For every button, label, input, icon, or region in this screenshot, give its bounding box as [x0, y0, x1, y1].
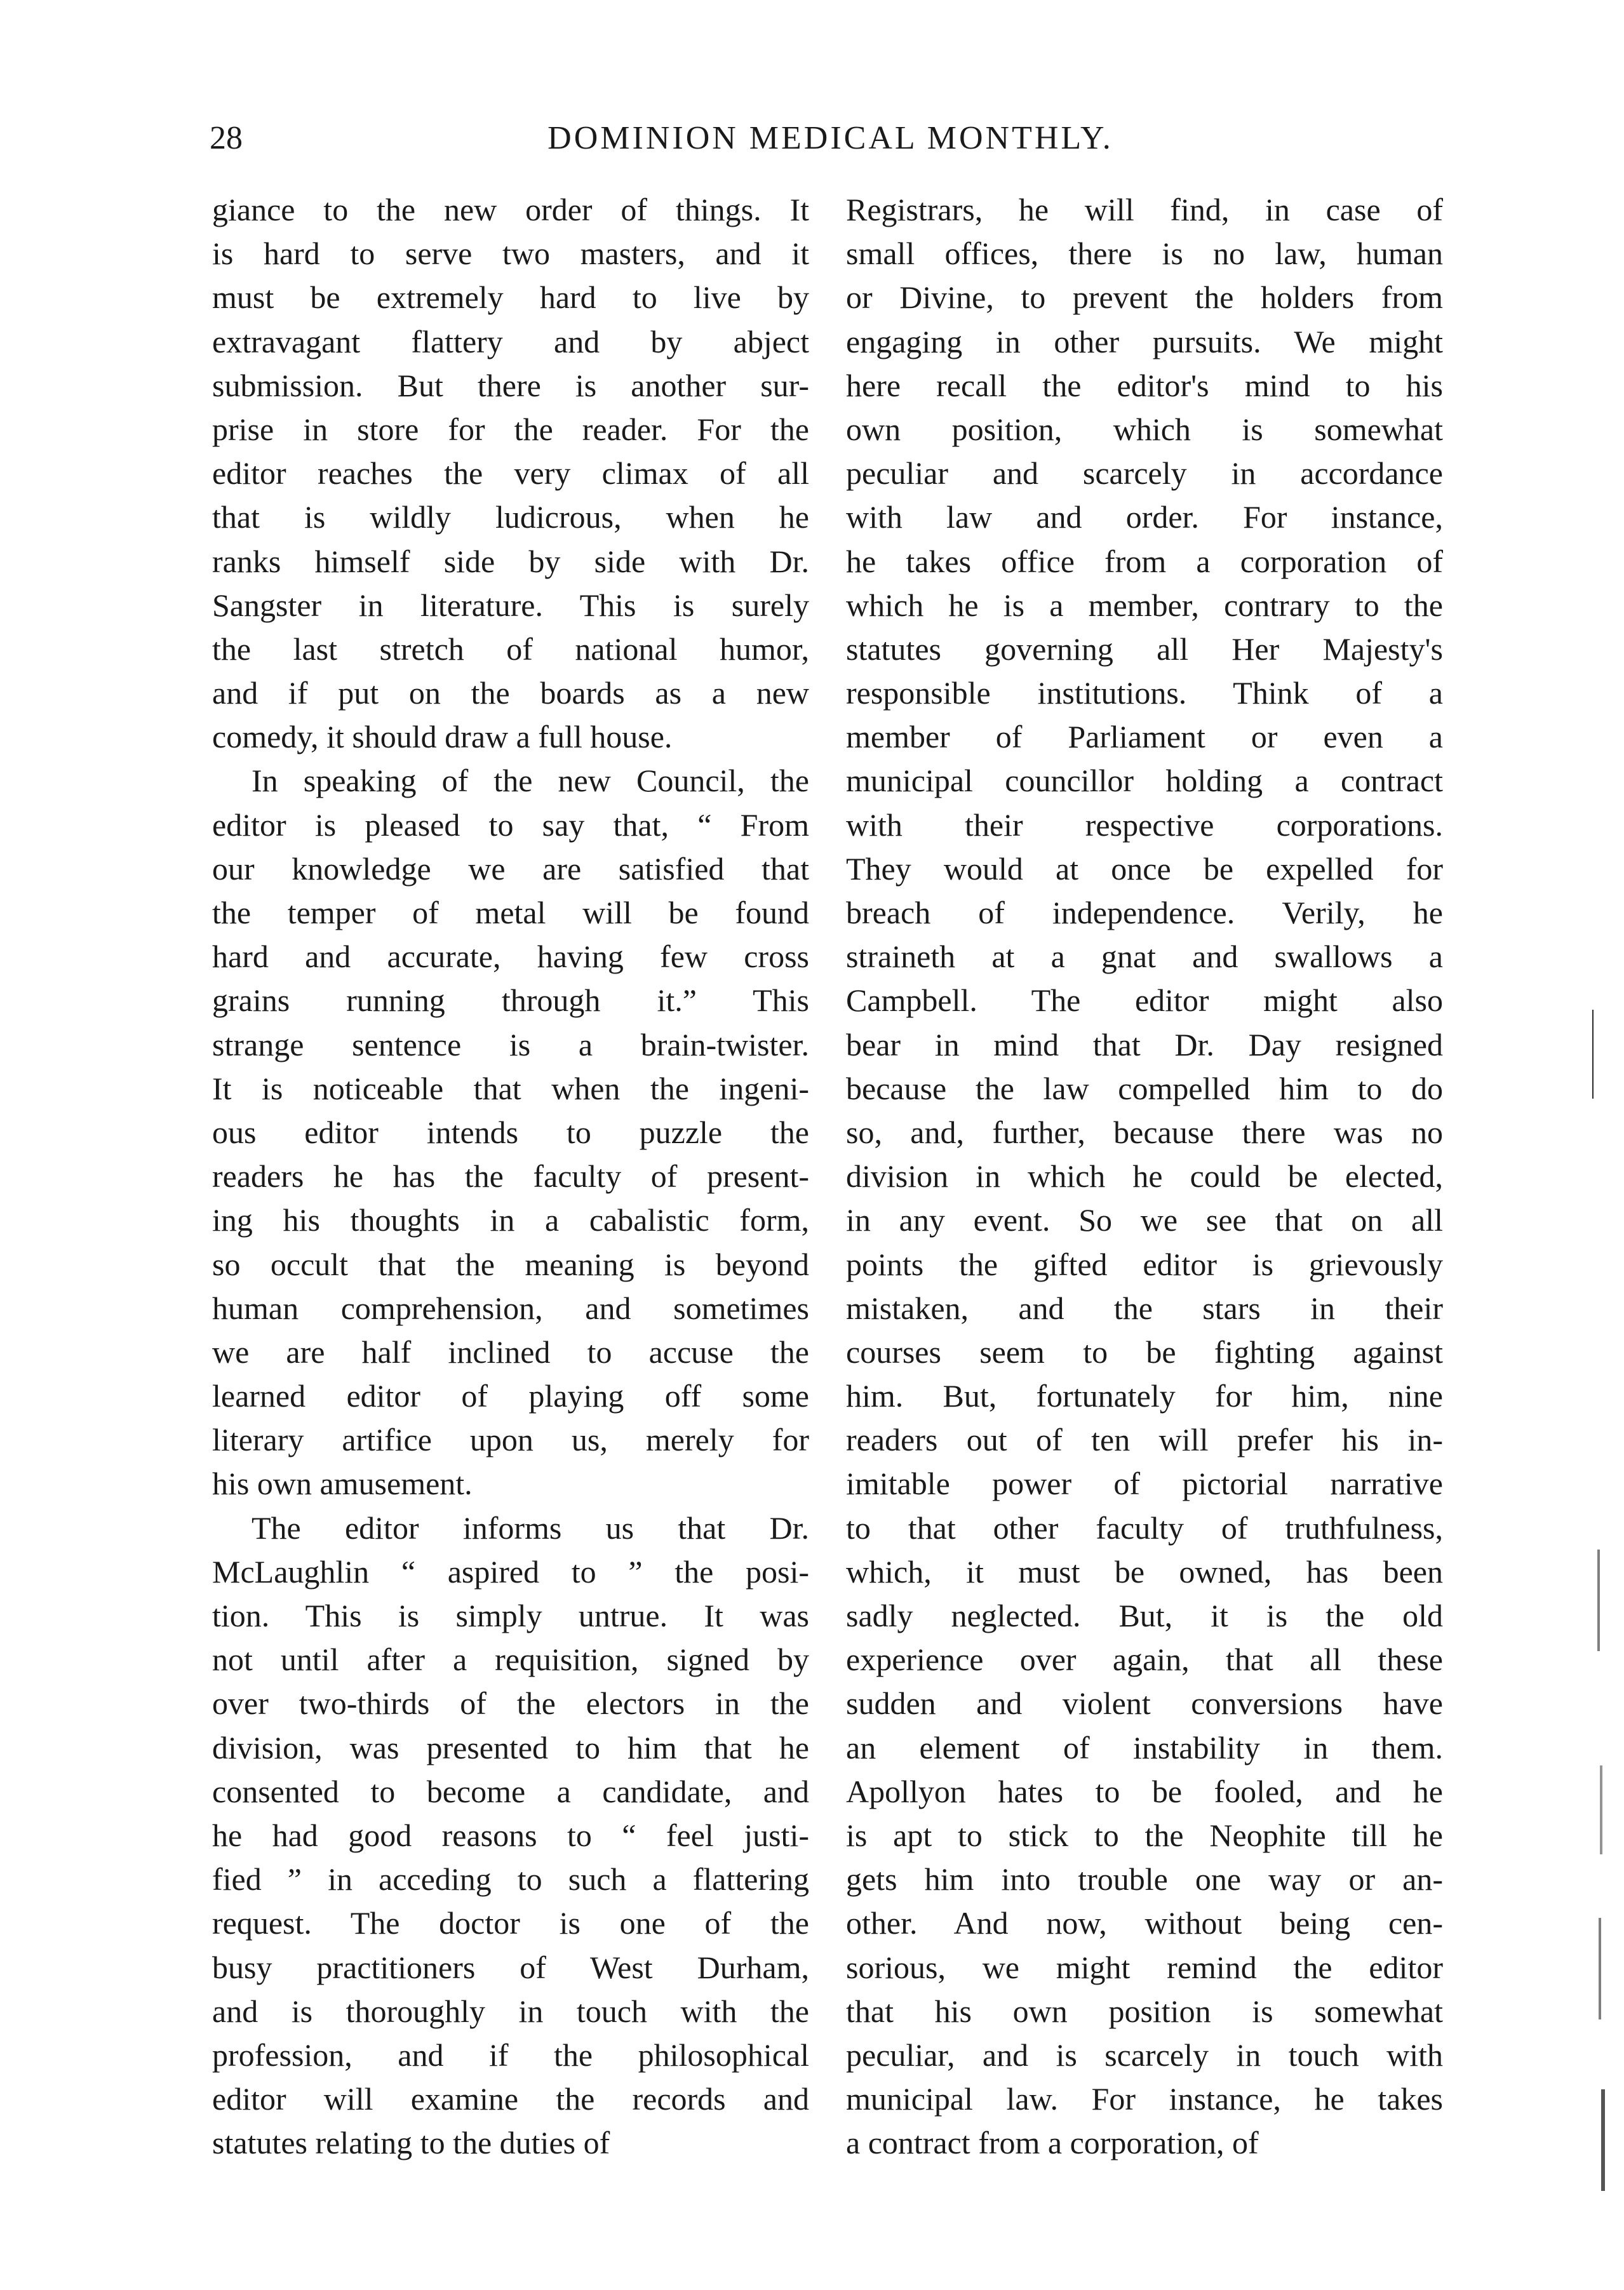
text-line: own position, which is somewhat — [846, 411, 1443, 447]
text-line: fied ” in acceding to such a flattering — [212, 1861, 809, 1898]
text-line: Campbell. The editor might also — [846, 982, 1443, 1019]
text-line: prise in store for the reader. For the — [212, 411, 809, 447]
text-line: an element of instability in them. — [846, 1729, 1443, 1765]
text-line: municipal law. For instance, he takes — [846, 2081, 1443, 2117]
text-line: Registrars, he will find, in case of — [846, 192, 1443, 227]
text-line: McLaughlin “ aspired to ” the posi- — [212, 1553, 809, 1590]
text-line: It is noticeable that when the ingeni- — [212, 1070, 809, 1106]
text-line: editor will examine the records and — [212, 2081, 809, 2117]
text-line: bear in mind that Dr. Day resigned — [846, 1026, 1443, 1062]
text-line: over two-thirds of the electors in the — [212, 1685, 809, 1722]
text-line: submission. But there is another sur- — [212, 367, 809, 403]
text-line: literary artifice upon us, merely for — [212, 1422, 809, 1458]
text-line: profession, and if the philosophical — [212, 2037, 809, 2073]
text-line: a contract from a corporation, of — [846, 2125, 1259, 2161]
text-line: ing his thoughts in a cabalistic form, — [212, 1202, 809, 1238]
text-line: gets him into trouble one way or an- — [846, 1861, 1443, 1898]
left-column — [212, 188, 809, 2165]
text-line: his own amusement. — [212, 1466, 473, 1502]
text-line: consented to become a candidate, and — [212, 1773, 809, 1809]
text-line: and if put on the boards as a new — [212, 675, 809, 711]
running-title: DOMINION MEDICAL MONTHLY. — [547, 120, 1113, 156]
text-line: ranks himself side by side with Dr. — [212, 543, 809, 579]
text-line: Sangster in literature. This is surely — [212, 587, 809, 623]
scan-edge-marks — [1567, 0, 1624, 2290]
text-line: to that other faculty of truthfulness, — [846, 1510, 1443, 1546]
text-line: extravagant flattery and by abject — [212, 323, 809, 359]
text-line: in any event. So we see that on all — [846, 1202, 1443, 1238]
text-line: points the gifted editor is grievously — [846, 1246, 1443, 1282]
page-number: 28 — [210, 120, 243, 156]
text-line: peculiar, and is scarcely in touch with — [846, 2037, 1443, 2073]
text-line: Apollyon hates to be fooled, and he — [846, 1773, 1443, 1809]
text-line: straineth at a gnat and swallows a — [846, 939, 1443, 975]
text-line: They would at once be expelled for — [846, 850, 1443, 887]
text-line: learned editor of playing off some — [212, 1378, 809, 1414]
text-line: division in which he could be elected, — [846, 1158, 1443, 1195]
text-line: engaging in other pursuits. We might — [846, 323, 1443, 359]
text-line: readers he has the faculty of present- — [212, 1158, 809, 1195]
text-line: he takes office from a corporation of — [846, 543, 1443, 579]
text-line: In speaking of the new Council, the — [252, 763, 809, 799]
text-line: comedy, it should draw a full house. — [212, 719, 673, 755]
text-line: and is thoroughly in touch with the — [212, 1993, 809, 2029]
text-line: so occult that the meaning is beyond — [212, 1246, 809, 1282]
text-line: statutes relating to the duties of — [212, 2125, 610, 2161]
text-line: experience over again, that all these — [846, 1642, 1443, 1678]
text-line: sudden and violent conversions have — [846, 1685, 1443, 1722]
text-line: so, and, further, because there was no — [846, 1114, 1443, 1150]
text-line: he had good reasons to “ feel justi- — [212, 1817, 809, 1853]
text-line: is apt to stick to the Neophite till he — [846, 1817, 1443, 1853]
text-line: editor is pleased to say that, “ From — [212, 807, 809, 843]
text-line: imitable power of pictorial narrative — [846, 1466, 1443, 1502]
text-line: statutes governing all Her Majesty's — [846, 631, 1443, 667]
text-line: the temper of metal will be found — [212, 895, 809, 930]
text-line: which, it must be owned, has been — [846, 1553, 1443, 1590]
text-line: hard and accurate, having few cross — [212, 939, 809, 975]
text-line: mistaken, and the stars in their — [846, 1290, 1443, 1326]
right-column — [846, 188, 1443, 2165]
text-line: that is wildly ludicrous, when he — [212, 499, 809, 535]
text-line: must be extremely hard to live by — [212, 279, 809, 316]
text-line: here recall the editor's mind to his — [846, 367, 1443, 403]
text-line: strange sentence is a brain-twister. — [212, 1026, 809, 1062]
text-line: with law and order. For instance, — [846, 499, 1443, 535]
text-line: not until after a requisition, signed by — [212, 1642, 809, 1678]
text-line: that his own position is somewhat — [846, 1993, 1443, 2029]
text-line: municipal councillor holding a contract — [846, 763, 1443, 799]
text-line: member of Parliament or even a — [846, 719, 1443, 755]
text-line: him. But, fortunately for him, nine — [846, 1378, 1443, 1414]
text-line: human comprehension, and sometimes — [212, 1290, 809, 1326]
text-line: we are half inclined to accuse the — [212, 1334, 809, 1370]
text-line: or Divine, to prevent the holders from — [846, 279, 1443, 316]
text-line: grains running through it.” This — [212, 982, 809, 1019]
text-line: sorious, we might remind the editor — [846, 1949, 1443, 1985]
text-line: is hard to serve two masters, and it — [212, 236, 809, 272]
text-line: sadly neglected. But, it is the old — [846, 1598, 1443, 1633]
text-line: small offices, there is no law, human — [846, 236, 1443, 272]
text-line: giance to the new order of things. It — [212, 192, 809, 227]
running-header — [210, 113, 1451, 164]
text-line: our knowledge we are satisfied that — [212, 850, 809, 887]
text-line: responsible institutions. Think of a — [846, 675, 1443, 711]
text-line: the last stretch of national humor, — [212, 631, 809, 667]
text-line: peculiar and scarcely in accordance — [846, 455, 1443, 492]
text-line: which he is a member, contrary to the — [846, 587, 1443, 623]
text-line: busy practitioners of West Durham, — [212, 1949, 809, 1985]
text-line: The editor informs us that Dr. — [252, 1510, 809, 1546]
text-line: request. The doctor is one of the — [212, 1905, 809, 1941]
text-line: division, was presented to him that he — [212, 1729, 809, 1765]
text-line: readers out of ten will prefer his in- — [846, 1422, 1443, 1458]
text-line: editor reaches the very climax of all — [212, 455, 809, 492]
text-line: because the law compelled him to do — [846, 1070, 1443, 1106]
text-line: tion. This is simply untrue. It was — [212, 1598, 809, 1633]
text-line: breach of independence. Verily, he — [846, 895, 1443, 930]
text-line: with their respective corporations. — [846, 807, 1443, 843]
text-line: other. And now, without being cen- — [846, 1905, 1443, 1941]
text-line: ous editor intends to puzzle the — [212, 1114, 809, 1150]
text-line: courses seem to be fighting against — [846, 1334, 1443, 1370]
